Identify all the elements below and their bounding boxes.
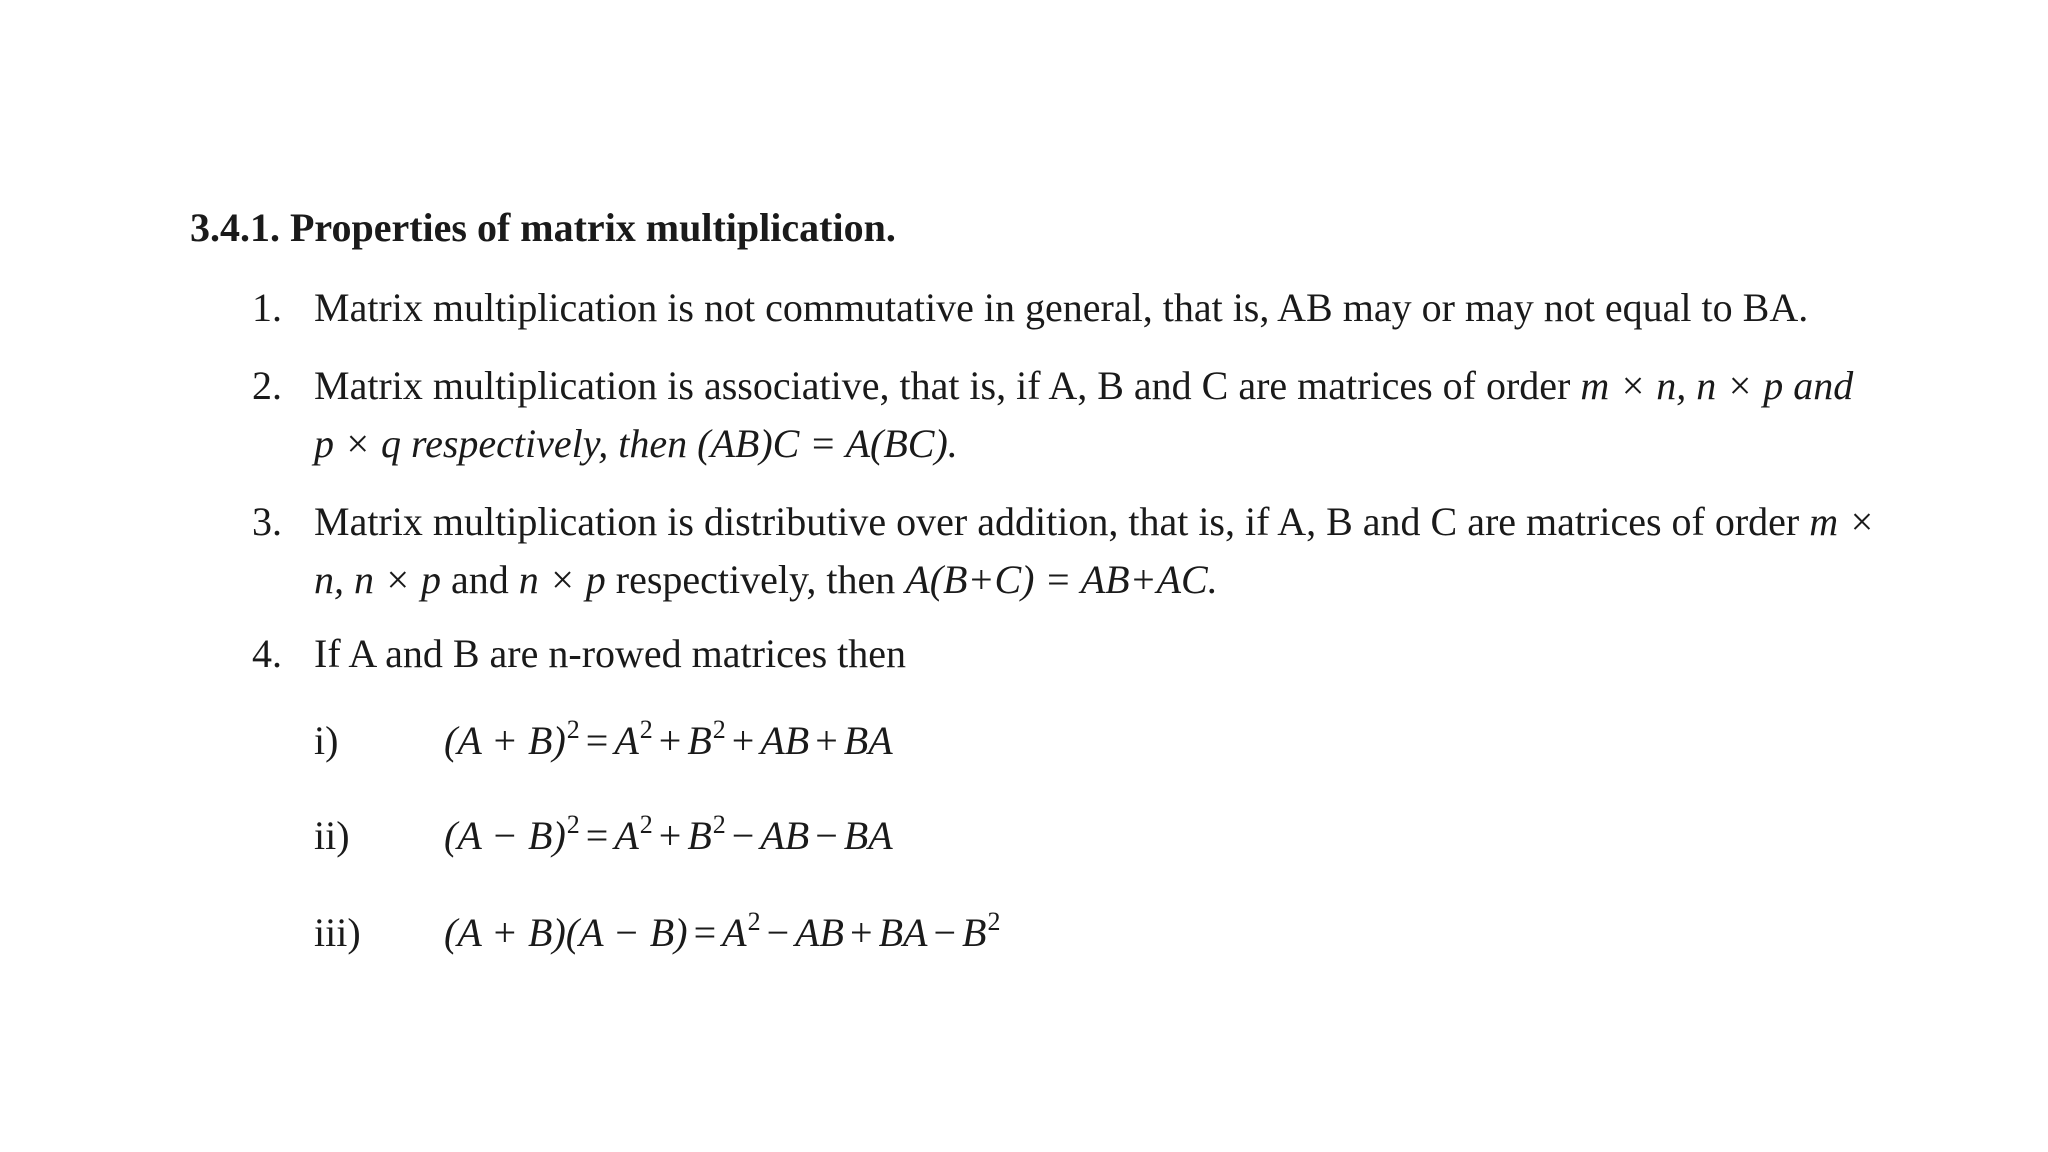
formula-term: BA <box>843 718 893 763</box>
formula-term: A <box>614 813 639 858</box>
formula-operator: = <box>693 910 717 955</box>
exponent: 2 <box>639 715 653 744</box>
list-number: 4. <box>252 631 282 676</box>
exponent: 2 <box>712 715 726 744</box>
formula-term: B <box>687 718 712 763</box>
formula-term: B <box>687 813 712 858</box>
list-number: 3. <box>252 499 282 544</box>
list-number: 1. <box>252 285 282 330</box>
exponent: 2 <box>712 810 726 839</box>
list-item-text <box>314 358 1853 414</box>
formula-operator: − <box>815 813 838 858</box>
math-run: m × <box>1809 499 1876 544</box>
math-run: n × p <box>518 557 606 602</box>
formula <box>444 808 893 869</box>
math-run: p × q respectively, then (AB)C = A(BC). <box>314 421 958 466</box>
formula-operator: = <box>585 718 609 763</box>
formula-term: BA <box>843 813 893 858</box>
formula <box>444 905 1000 966</box>
list-item-text <box>314 494 1875 550</box>
section-heading: 3.4.1. Properties of matrix multiplication. <box>190 205 896 250</box>
formula-operator: = <box>585 813 609 858</box>
text-run: and <box>441 557 519 602</box>
sub-item-label: ii) <box>314 813 350 858</box>
formula-term: AB <box>795 910 844 955</box>
math-run: n, n × p <box>314 557 441 602</box>
list-number: 2. <box>252 363 282 408</box>
text-run: Matrix multiplication is distributive over addition, that is, if A, B and C are matrices of order <box>314 499 1810 544</box>
exponent: 2 <box>566 715 580 744</box>
text-run: respectively, then <box>605 557 906 602</box>
list-item-text-continued <box>314 416 958 472</box>
formula-operator: + <box>850 910 873 955</box>
exponent: 2 <box>987 907 1001 936</box>
exponent: 2 <box>747 907 761 936</box>
formula-term: BA <box>878 910 928 955</box>
formula-operator: + <box>815 718 838 763</box>
sub-item-label: i) <box>314 718 339 763</box>
formula-term: AB <box>760 813 810 858</box>
math-run: m × n, n × p and <box>1580 363 1854 408</box>
text-run: Matrix multiplication is associative, that is, if A, B and C are matrices of order <box>314 363 1581 408</box>
exponent: 2 <box>566 810 580 839</box>
formula-term: AB <box>760 718 810 763</box>
list-item-text-continued <box>314 552 1218 608</box>
formula-operator: + <box>731 718 755 763</box>
formula-term: A <box>614 718 639 763</box>
exponent: 2 <box>639 810 653 839</box>
formula-operator: + <box>658 718 682 763</box>
formula-term: (A + B) <box>444 718 566 763</box>
formula-operator: − <box>766 910 790 955</box>
formula-operator: − <box>933 910 956 955</box>
formula <box>444 713 893 774</box>
formula-term: (A − B) <box>444 813 566 858</box>
formula-term: A <box>722 910 747 955</box>
sub-item-label: iii) <box>314 910 361 955</box>
formula-operator: − <box>731 813 755 858</box>
formula-term: (A + B)(A − B) <box>444 910 688 955</box>
list-item-text: If A and B are n-rowed matrices then <box>314 631 907 676</box>
formula-term: B <box>962 910 987 955</box>
math-run: A(B+C) = AB+AC. <box>905 557 1218 602</box>
formula-operator: + <box>658 813 682 858</box>
list-item-text: Matrix multiplication is not commutative in general, that is, AB may or may not equal to BA. <box>314 285 1809 330</box>
